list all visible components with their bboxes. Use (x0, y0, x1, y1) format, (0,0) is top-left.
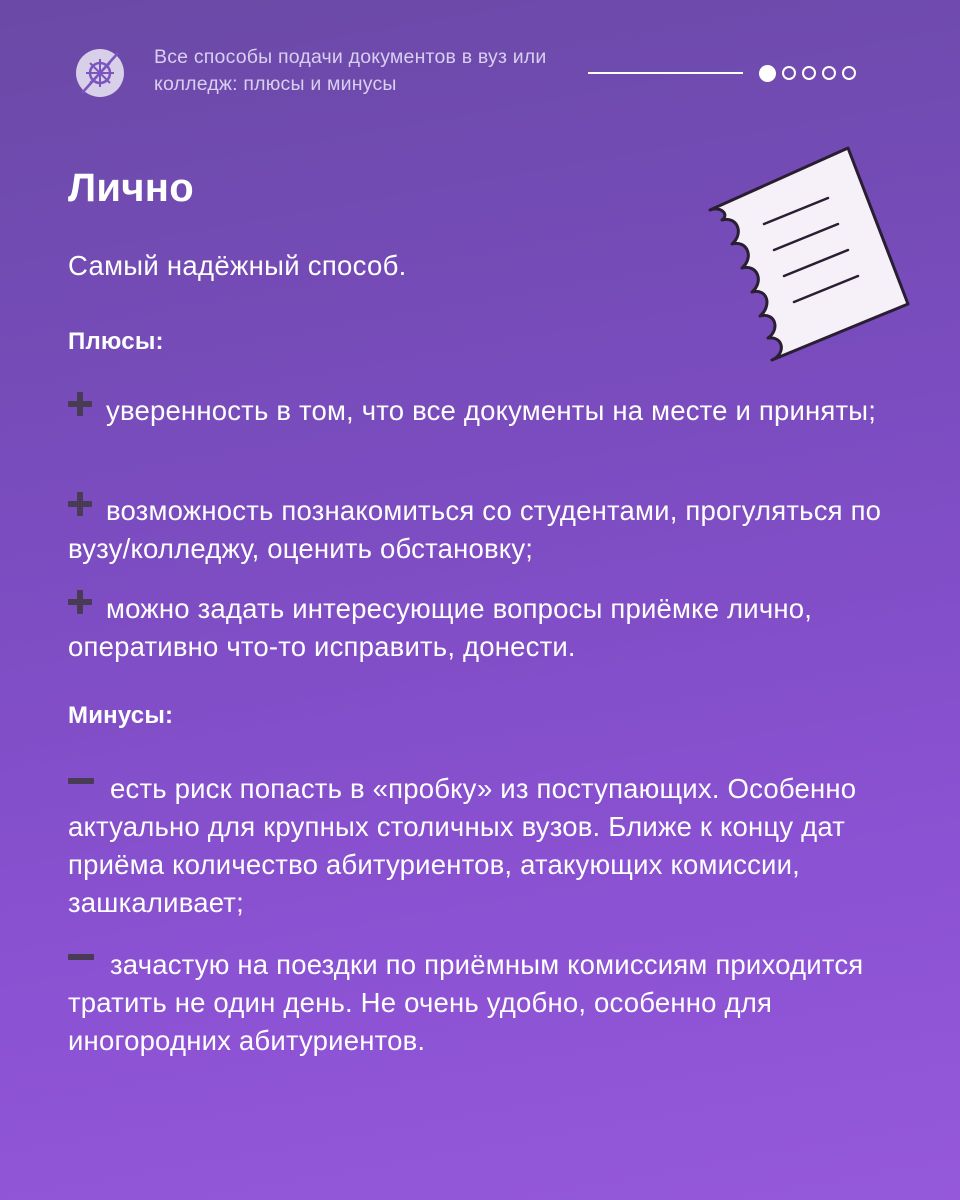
pros-item-text: можно задать интересующие вопросы приёмке лично, оперативно что-то исправить, донести. (68, 593, 813, 662)
pros-item (68, 392, 898, 430)
cons-item-text: зачастую на поездки по приёмным комиссиям приходится тратить не один день. Не очень удобно, особенно для иногородних абитуриентов. (68, 949, 864, 1056)
minus-icon (68, 778, 94, 784)
cons-item (68, 770, 898, 922)
cons-item-text: есть риск попасть в «пробку» из поступающих. Особенно актуально для крупных столичных вузов. Ближе к концу дат приёма количество абитуриентов, атакующих комиссии, зашкаливает; (68, 773, 857, 918)
plus-icon (68, 590, 92, 614)
page-dot (842, 66, 856, 80)
compass-icon (76, 49, 124, 97)
header (76, 44, 906, 104)
header-title: Все способы подачи документов в вуз или колледж: плюсы и минусы (154, 46, 547, 95)
pros-item (68, 590, 898, 666)
pros-item (68, 492, 898, 568)
pros-item-text: возможность познакомиться со студентами, прогуляться по вузу/колледжу, оценить обстановку; (68, 495, 882, 564)
intro-text: Самый надёжный способ. (68, 250, 407, 281)
plus-icon (68, 492, 92, 516)
header-divider (588, 72, 743, 74)
minus-icon (68, 954, 94, 960)
page-dot-active (759, 65, 776, 82)
cons-item (68, 946, 898, 1060)
torn-paper-icon (700, 140, 920, 370)
page-title: Лично (68, 166, 194, 210)
page-dot (822, 66, 836, 80)
pros-heading: Плюсы: (68, 328, 164, 355)
cons-heading: Минусы: (68, 702, 174, 729)
page-dot (782, 66, 796, 80)
pros-item-text: уверенность в том, что все документы на месте и приняты; (106, 395, 877, 426)
page-dot (802, 66, 816, 80)
plus-icon (68, 392, 92, 416)
page-indicator (759, 63, 856, 83)
